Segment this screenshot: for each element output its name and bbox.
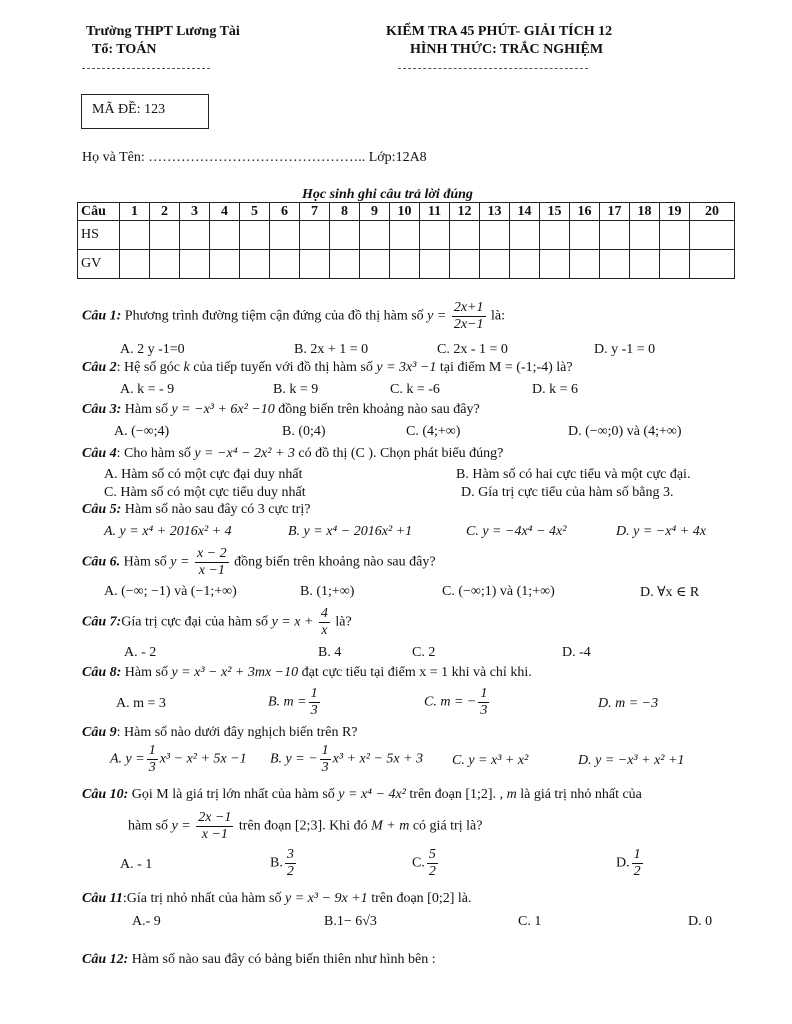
option-a[interactable]: A. y = x⁴ + 2016x² + 4 [104,524,232,539]
school-name: Trường THPT Lương Tài [86,24,240,39]
question-11-stem [82,891,471,907]
answer-cell[interactable] [150,250,180,279]
fraction-denominator: 3 [310,703,318,718]
answer-row-label: HS [78,221,120,250]
formula: y = x³ − x² + 3mx −10 [171,665,299,680]
answer-cell[interactable] [420,250,450,279]
option-d[interactable]: D. (−∞;0) và (4;+∞) [568,424,682,439]
question-text: là giá trị nhỏ nhất của [520,787,642,802]
question-text: tại điểm M = (-1;-4) là? [439,360,573,375]
option-d[interactable]: D. -4 [562,645,591,660]
fraction [147,743,158,776]
formula: y = [171,818,191,834]
question-1-stem [82,300,505,333]
formula: y = −x⁴ − 2x² + 3 [194,446,295,461]
option-d[interactable]: D. Gía trị cực tiểu của hàm số bằng 3. [461,485,674,500]
option-b[interactable] [268,686,322,719]
question-number: 2 [150,203,180,221]
question-number: 9 [360,203,390,221]
fraction-denominator: 3 [321,760,329,775]
fraction-denominator: 3 [148,760,156,775]
option-prefix: A. y = [110,751,145,767]
question-text: có giá trị là? [412,818,483,834]
option-b[interactable]: B. Hàm số có hai cực tiểu và một cực đại. [456,467,691,482]
formula: y = [427,308,447,324]
exam-code-box [81,94,209,129]
answer-cell[interactable] [150,221,180,250]
answer-cell[interactable] [180,250,210,279]
fraction-numerator: 4 [320,606,328,621]
fraction-denominator: x −1 [198,563,225,578]
option-prefix: C. [412,855,425,871]
question-text: trên đoạn [0;2] là. [371,891,472,906]
option-a[interactable] [110,743,247,776]
option-d[interactable]: D. y -1 = 0 [594,342,656,357]
question-text: : Hàm số nào dưới đây nghịch biến trên R? [116,725,358,740]
option-b[interactable]: B. y = x⁴ − 2016x² +1 [288,524,413,539]
answer-cell[interactable] [480,221,510,250]
option-b[interactable]: B. k = 9 [273,382,319,397]
question-label: Câu 1: [82,308,122,324]
answer-cell[interactable] [240,250,270,279]
option-d[interactable]: D. y = −x⁴ + 4x [616,524,706,539]
question-text: Hàm số [123,554,167,570]
question-label: Câu 9 [82,725,117,740]
option-b[interactable]: B. 2x + 1 = 0 [294,342,369,357]
fraction-numerator: 1 [310,686,318,701]
question-label: Câu 11 [82,891,123,906]
question-number: 20 [690,203,735,221]
formula: y = x³ − 9x +1 [285,891,368,906]
question-text: của tiếp tuyến với đồ thị hàm số [193,360,373,375]
fraction-denominator: 3 [480,703,488,718]
fraction [309,686,320,719]
fraction-numerator: 1 [148,743,156,758]
question-text: trên đoạn [2;3]. Khi đó [238,818,368,834]
question-3-stem [82,402,480,418]
question-text: có đồ thị (C ). Chọn phát biểu đúng? [298,446,504,461]
question-number: 16 [570,203,600,221]
variable-m: m [506,787,517,802]
option-rest: x³ − x² + 5x −1 [159,751,247,767]
option-c[interactable]: C. 1 [518,914,542,929]
option-d[interactable]: D. m = −3 [598,696,659,711]
option-a[interactable]: A. Hàm số có một cực đại duy nhất [104,467,303,482]
option-d[interactable]: D. k = 6 [532,382,579,397]
question-text: Hàm số nào sau đây có bảng biến thiên như hình bên : [131,952,436,967]
question-text: : Cho hàm số [116,446,191,461]
answer-cell[interactable] [660,221,690,250]
answer-cell[interactable] [480,250,510,279]
answer-cell[interactable] [120,221,150,250]
question-number: 14 [510,203,540,221]
question-label: Câu 7: [82,614,122,630]
question-number: 4 [210,203,240,221]
header-divider-left [82,68,210,69]
question-9-stem [82,725,358,741]
exam-code: MÃ ĐỀ: 123 [92,102,166,117]
fraction-denominator: x −1 [201,827,228,842]
question-2-stem [82,360,573,376]
fraction-denominator: 2 [633,864,641,879]
answer-cell[interactable] [300,250,330,279]
answer-cell[interactable] [690,221,735,250]
question-10-stem [82,787,642,803]
answer-cell[interactable] [120,250,150,279]
formula: y = 3x³ −1 [376,360,437,375]
answer-cell[interactable] [450,221,480,250]
answer-cell[interactable] [360,250,390,279]
question-text: đạt cực tiểu tại điểm x = 1 khi và chỉ khi. [301,665,532,680]
fraction [452,300,486,333]
question-12-stem [82,952,436,968]
question-text: trên đoạn [1;2]. , [409,787,504,802]
fraction-numerator: x − 2 [196,546,227,561]
question-label: Câu 3: [82,402,122,417]
question-10-stem-line-2 [128,810,482,843]
answer-sheet-header-row [78,203,735,221]
fraction-numerator: 2x+1 [453,300,484,315]
option-b[interactable]: B. 4 [318,645,342,660]
option-a[interactable]: A. (−∞;4) [114,424,170,439]
option-c[interactable] [412,847,440,880]
question-number: 15 [540,203,570,221]
question-number: 11 [420,203,450,221]
option-c[interactable]: C. y = −4x⁴ − 4x² [466,524,567,539]
answer-cell[interactable] [600,250,630,279]
question-number: 12 [450,203,480,221]
option-a[interactable]: A. k = - 9 [120,382,175,397]
formula: M + m [371,818,410,834]
fraction [478,686,489,719]
answer-cell[interactable] [570,221,600,250]
question-8-stem [82,665,532,681]
question-text: : Hệ số góc [116,360,181,375]
variable-k: k [183,360,190,375]
question-text: hàm số [128,818,169,834]
question-label: Câu 8: [82,665,122,680]
option-rest: x³ + x² − 5x + 3 [332,751,424,767]
question-label: Câu 12: [82,952,129,967]
question-6-stem [82,546,436,579]
question-number: 5 [240,203,270,221]
question-number: 3 [180,203,210,221]
option-c[interactable]: C. 2 [412,645,436,660]
option-prefix: B. m = [268,694,307,710]
answer-cell[interactable] [630,221,660,250]
option-d[interactable]: D. ∀x ∈ R [640,585,700,600]
answer-cell[interactable] [510,221,540,250]
fraction-denominator: x [321,623,328,638]
question-label: Câu 4 [82,446,117,461]
formula: y = −x³ + 6x² −10 [171,402,275,417]
fraction-numerator: 3 [286,847,294,862]
question-label: Câu 6. [82,554,121,570]
option-d[interactable]: D. 0 [688,914,713,929]
question-number: 13 [480,203,510,221]
fraction [285,847,296,880]
fraction-denominator: 2x−1 [453,317,484,332]
question-4-stem [82,446,503,462]
option-b[interactable]: B. (1;+∞) [300,584,355,599]
fraction [320,743,331,776]
question-number: 17 [600,203,630,221]
option-c[interactable]: C. (−∞;1) và (1;+∞) [442,584,555,599]
question-number: 18 [630,203,660,221]
question-text: Gọi M là giá trị lớn nhất của hàm số [131,787,335,802]
exam-format: HÌNH THỨC: TRẮC NGHIỆM [410,42,604,57]
option-prefix: D. [616,855,630,871]
option-c[interactable]: C. Hàm số có một cực tiểu duy nhất [104,485,306,500]
option-a[interactable]: A. 2 y -1=0 [120,342,185,357]
exam-title: KIỂM TRA 45 PHÚT- GIẢI TÍCH 12 [386,24,613,39]
answer-cell[interactable] [540,250,570,279]
fraction-numerator: 1 [633,847,641,862]
question-number: 19 [660,203,690,221]
fraction-denominator: 2 [428,864,436,879]
answer-cell[interactable] [390,250,420,279]
answer-cell[interactable] [390,221,420,250]
option-b[interactable] [270,847,298,880]
fraction [427,847,438,880]
question-text: đồng biến trên khoảng nào sau đây? [234,554,436,570]
formula: y = x + [271,614,314,630]
answer-cell[interactable] [600,221,630,250]
answer-cell[interactable] [690,250,735,279]
option-b[interactable]: B.1− 6√3 [324,914,377,929]
answer-sheet-caption: Học sinh ghi câu trả lời đúng [302,187,473,202]
option-a[interactable]: A. (−∞; −1) và (−1;+∞) [104,584,237,599]
answer-cell[interactable] [510,250,540,279]
option-a[interactable]: A.- 9 [132,914,161,929]
answer-cell[interactable] [540,221,570,250]
question-text: Hàm số [124,665,168,680]
formula: y = x⁴ − 4x² [338,787,406,802]
answer-cell[interactable] [180,221,210,250]
question-number: 6 [270,203,300,221]
fraction-numerator: 2x −1 [198,810,232,825]
department-name: Tổ: TOÁN [92,42,157,57]
option-prefix: B. y = − [270,751,318,767]
answer-cell[interactable] [210,221,240,250]
fraction [195,546,229,579]
option-d[interactable] [616,847,645,880]
question-number: 10 [390,203,420,221]
question-text: :Gía trị nhỏ nhất của hàm số [122,891,282,906]
header-divider-right [398,68,588,69]
question-number: 1 [120,203,150,221]
fraction-denominator: 2 [286,864,294,879]
question-text: là? [335,614,352,630]
question-7-stem [82,606,352,639]
option-c[interactable] [424,686,491,719]
answer-cell[interactable] [270,250,300,279]
option-prefix: B. [270,855,283,871]
answer-cell[interactable] [660,250,690,279]
option-a[interactable]: A. - 1 [120,857,153,872]
option-b[interactable]: B. (0;4) [282,424,326,439]
option-b[interactable] [270,743,423,776]
answer-row-label: GV [78,250,120,279]
question-text: Phương trình đường tiệm cận đứng của đồ thị hàm số [124,308,424,324]
question-label: Câu 10: [82,787,129,802]
answer-cell[interactable] [210,250,240,279]
answer-sheet-table [77,202,735,279]
question-text: đồng biến trên khoảng nào sau đây? [278,402,480,417]
option-c[interactable]: C. (4;+∞) [406,424,461,439]
answer-row-hs [78,221,735,250]
question-text: Hàm số nào sau đây có 3 cực trị? [124,502,311,517]
question-number: 7 [300,203,330,221]
formula: y = [170,554,190,570]
question-label: Câu 5: [82,502,122,517]
option-c[interactable]: C. 2x - 1 = 0 [437,342,508,357]
answer-cell[interactable] [240,221,270,250]
question-text: Hàm số [124,402,168,417]
answer-cell[interactable] [450,250,480,279]
fraction-numerator: 1 [321,743,329,758]
option-d[interactable]: D. y = −x³ + x² +1 [578,753,685,768]
option-a[interactable]: A. m = 3 [116,696,166,711]
fraction-numerator: 1 [480,686,488,701]
answer-cell[interactable] [330,221,360,250]
fraction [196,810,233,843]
answer-cell[interactable] [570,250,600,279]
answer-cell[interactable] [300,221,330,250]
question-5-stem [82,502,310,518]
question-number: 8 [330,203,360,221]
answer-sheet-header-label: Câu [78,203,120,221]
answer-cell[interactable] [630,250,660,279]
answer-cell[interactable] [270,221,300,250]
option-c[interactable]: C. y = x³ + x² [452,753,529,768]
fraction-numerator: 5 [428,847,436,862]
fraction [319,606,330,639]
option-a[interactable]: A. - 2 [124,645,157,660]
student-info-line: Họ và Tên: ……………………………………….. Lớp:12A8 [82,150,427,165]
fraction [632,847,643,880]
question-label: Câu 2 [82,360,117,375]
option-c[interactable]: C. k = -6 [390,382,440,397]
answer-cell[interactable] [360,221,390,250]
question-text: Gía trị cực đại của hàm số [121,614,269,630]
answer-row-gv [78,250,735,279]
question-text: là: [491,308,506,324]
option-prefix: C. m = − [424,694,477,710]
answer-cell[interactable] [420,221,450,250]
answer-cell[interactable] [330,250,360,279]
